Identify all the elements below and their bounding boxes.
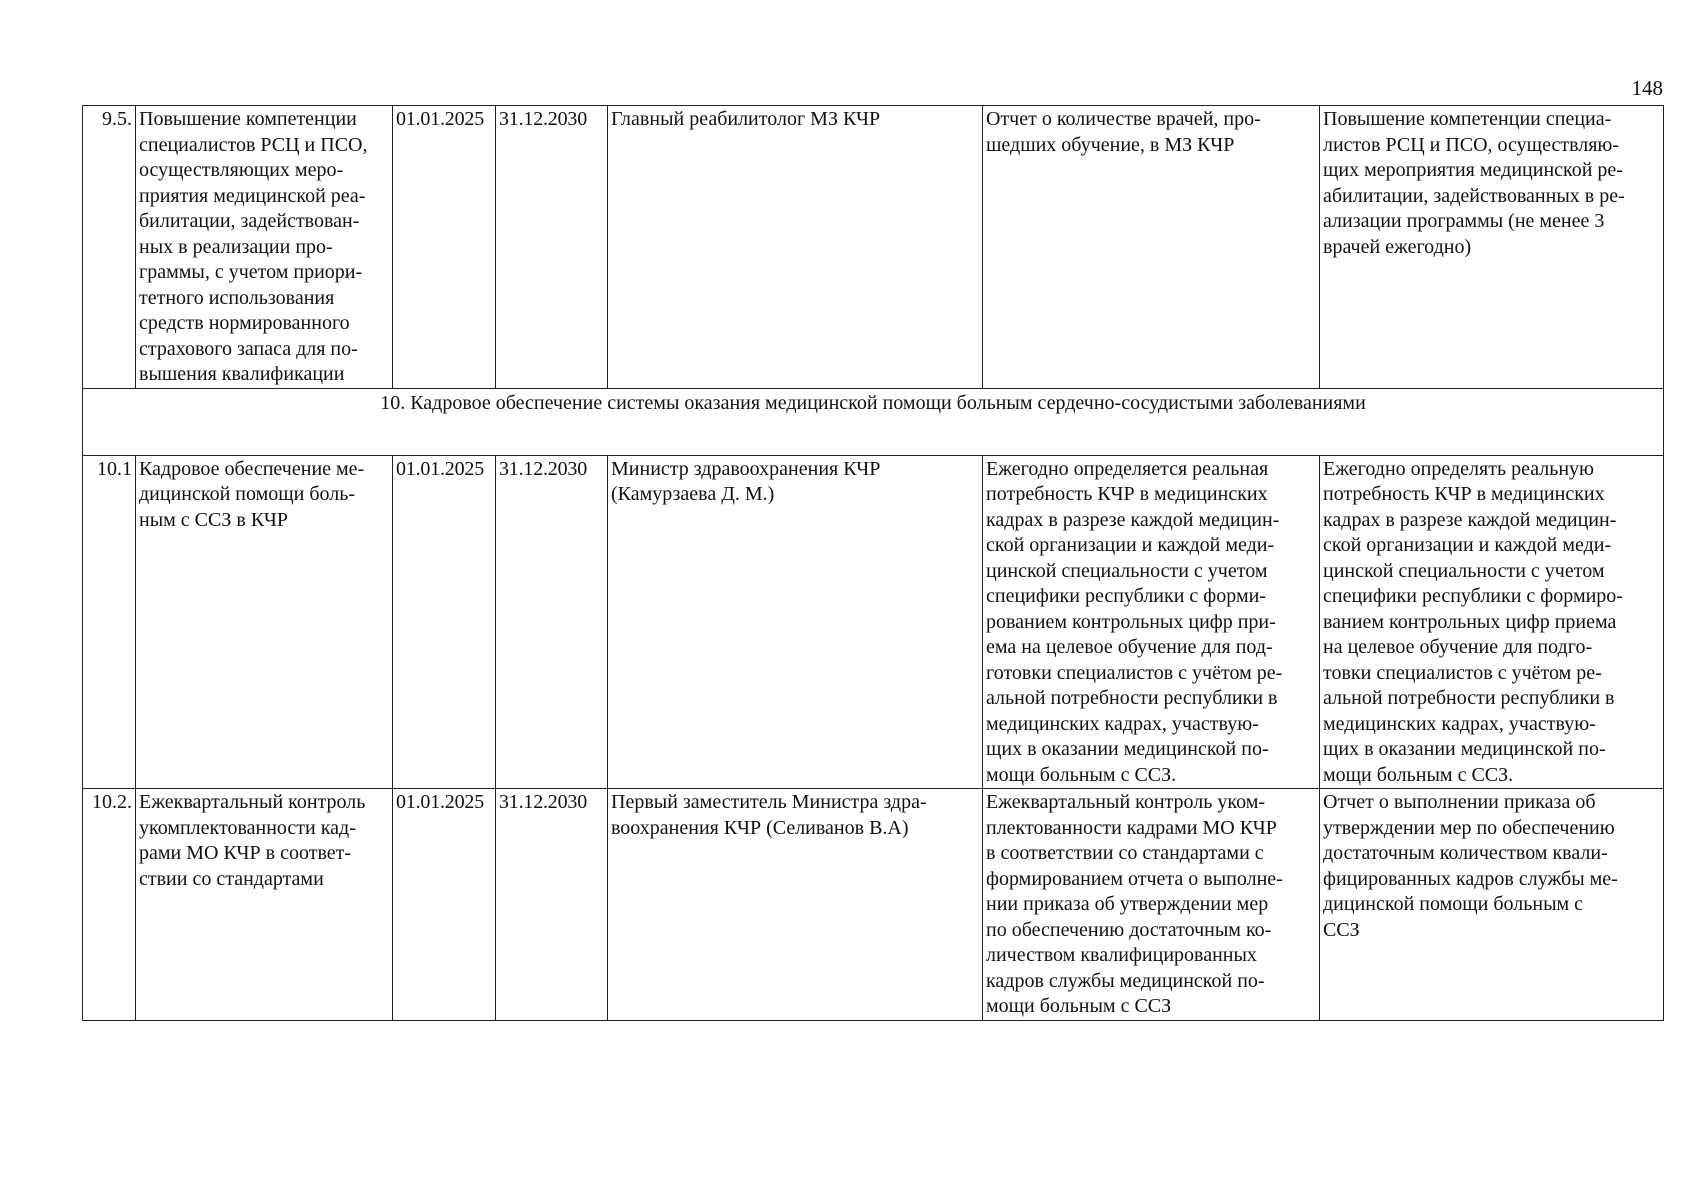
result-text: Ежегодно определять реальную потребность КЧР в медицинских кадрах в разрезе каждой медицин- ской организации и каждой меди- цинской специальности с учетом специфики республики с формиро- ванием контрольных цифр приема на целевое обучение для подго- товки специалистов с учётом ре- альной потребности республики в медицинских кадрах, участвую- щих в оказании медицинской по- мощи больным с ССЗ. bbox=[1323, 457, 1623, 786]
start-date: 01.01.2025 bbox=[393, 789, 496, 1021]
action-cell bbox=[136, 455, 393, 789]
responsible-cell bbox=[608, 789, 983, 1021]
action-text: Ежеквартальный контроль укомплектованности кад- рами МО КЧР в соответ- ствии со стандартами bbox=[139, 791, 366, 890]
responsible-text: Главный реабилитолог МЗ КЧР bbox=[611, 108, 881, 130]
action-text: Повышение компетенции специалистов РСЦ и ПСО, осуществляющих меро- приятия медицинской реа- билитации, задействован- ных в реализации про- граммы, с учетом приори- тетного использования средств нормированного страхового запаса для по- вышения квалификации bbox=[139, 108, 368, 385]
measures-table bbox=[82, 105, 1664, 1021]
result-text: Повышение компетенции специа- листов РСЦ и ПСО, осуществляю- щих мероприятия медицинской ре- абилитации, задействованных в ре- ализации программы (не менее 3 врачей ежегодно) bbox=[1323, 108, 1625, 258]
start-date: 01.01.2025 bbox=[393, 455, 496, 789]
result-cell bbox=[1320, 789, 1664, 1021]
start-date: 01.01.2025 bbox=[393, 106, 496, 389]
result-text: Отчет о выполнении приказа об утверждении мер по обеспечению достаточным количеством квали- фицированных кадров службы ме- дицинской помощи больным с ССЗ bbox=[1323, 791, 1618, 941]
action-cell bbox=[136, 789, 393, 1021]
responsible-cell bbox=[608, 455, 983, 789]
section-row bbox=[83, 388, 1664, 455]
page-number: 148 bbox=[1631, 76, 1663, 100]
description-cell bbox=[983, 455, 1320, 789]
responsible-cell bbox=[608, 106, 983, 389]
responsible-text: Министр здравоохранения КЧР (Камурзаева Д. М.) bbox=[611, 457, 881, 505]
row-number: 9.5. bbox=[83, 106, 136, 389]
description-cell bbox=[983, 106, 1320, 389]
result-cell bbox=[1320, 455, 1664, 789]
section-title: 10. Кадровое обеспечение системы оказания медицинской помощи больным сердечно-сосудистыми заболеваниями bbox=[83, 388, 1664, 455]
description-text: Ежеквартальный контроль уком- плектованности кадрами МО КЧР в соответствии со стандартами с формированием отчета о выполне- нии приказа об утверждении мер по обеспечению достаточным ко- личеством квалифицированных кадров службы медицинской по- мощи больным с ССЗ bbox=[986, 791, 1283, 1017]
table-row bbox=[83, 789, 1664, 1021]
row-number: 10.2. bbox=[83, 789, 136, 1021]
responsible-text: Первый заместитель Министра здра- воохранения КЧР (Селиванов В.А) bbox=[611, 791, 927, 839]
end-date: 31.12.2030 bbox=[496, 106, 608, 389]
description-text: Отчет о количестве врачей, про- шедших обучение, в МЗ КЧР bbox=[986, 108, 1261, 156]
table-row bbox=[83, 106, 1664, 389]
result-cell bbox=[1320, 106, 1664, 389]
row-number: 10.1 bbox=[83, 455, 136, 789]
end-date: 31.12.2030 bbox=[496, 455, 608, 789]
table-row bbox=[83, 455, 1664, 789]
action-cell bbox=[136, 106, 393, 389]
end-date: 31.12.2030 bbox=[496, 789, 608, 1021]
action-text: Кадровое обеспечение ме- дицинской помощи боль- ным с ССЗ в КЧР bbox=[139, 457, 365, 531]
description-text: Ежегодно определяется реальная потребность КЧР в медицинских кадрах в разрезе каждой медицин- ской организации и каждой меди- цинской специальности с учетом специфики республики с форми- рованием контрольных цифр при- ема на целевое обучение для под- готовки специалистов с учётом ре- альной потребности республики в медицинских кадрах, участвую- щих в оказании медицинской по- мощи больным с ССЗ. bbox=[986, 457, 1283, 786]
description-cell bbox=[983, 789, 1320, 1021]
